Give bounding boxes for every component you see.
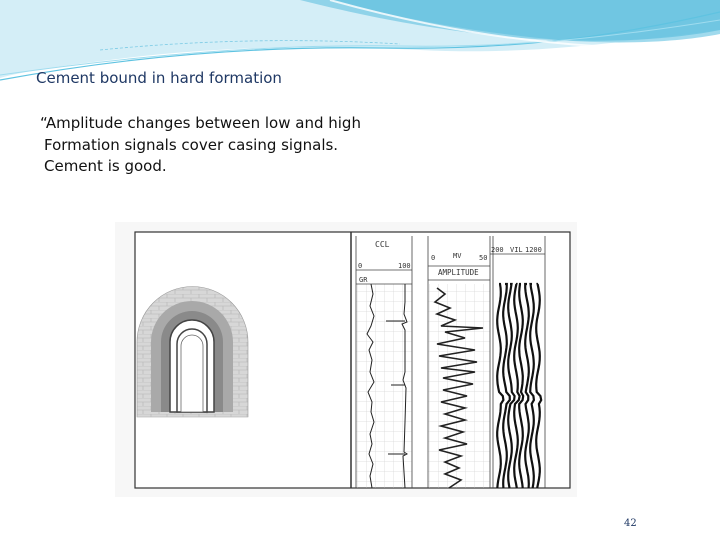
page-number: 42 — [624, 518, 637, 529]
wellbore-cross-section-diagram — [137, 287, 248, 418]
amplitude-label: AMPLITUDE — [438, 268, 479, 277]
track2-scale-left: 0 — [431, 254, 436, 262]
body-line-3: Cement is good. — [44, 157, 167, 175]
track2-scale-right: 50 — [479, 254, 488, 262]
track3-scale-right: 1200 — [525, 246, 542, 254]
track1-scale-right: 100 — [398, 262, 411, 270]
track2-unit: MV — [453, 252, 462, 260]
track3-scale-left: 200 — [491, 246, 504, 254]
slide-title: Cement bound in hard formation — [36, 69, 282, 87]
ccl-header: CCL — [375, 240, 390, 249]
track-ccl-gr — [356, 236, 412, 488]
body-text — [40, 113, 361, 178]
body-line-2: Formation signals cover casing signals. — [44, 135, 339, 154]
track3-curve: VIL — [510, 246, 523, 254]
gr-label: GR — [359, 276, 368, 284]
cement-bond-log-figure — [115, 222, 577, 497]
log-figure-svg — [115, 222, 577, 497]
body-line-1: “Amplitude changes between low and high — [40, 114, 361, 132]
track1-scale-left: 0 — [358, 262, 363, 270]
